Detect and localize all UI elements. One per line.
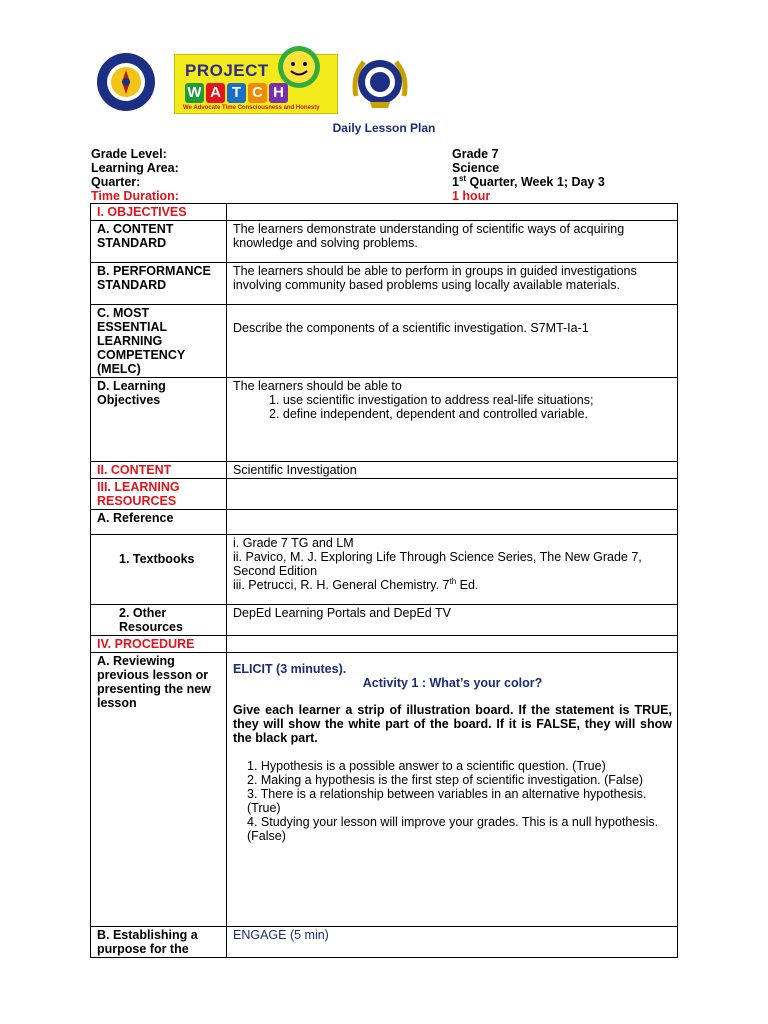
empty-cell xyxy=(227,479,678,510)
meta-learning-area xyxy=(91,161,681,175)
spacer xyxy=(233,654,672,662)
watch-tagline: We Advocate Time Consciousness and Honesty xyxy=(183,105,320,111)
table-row xyxy=(91,305,678,378)
performance-standard-label: B. PERFORMANCE STANDARD xyxy=(91,263,227,305)
table-row xyxy=(91,535,678,605)
learning-objectives-cell xyxy=(227,378,678,462)
textbook-item-tail: Ed. xyxy=(456,578,479,592)
meta-value: 1 hour xyxy=(452,189,491,203)
smiley-clock-icon xyxy=(277,45,321,89)
page-title: Daily Lesson Plan xyxy=(332,121,436,135)
lesson-plan-table xyxy=(90,203,678,958)
header-logos xyxy=(92,38,452,120)
elicit-heading: ELICIT (3 minutes). xyxy=(233,662,347,676)
learning-objective-item: 2. define independent, dependent and controlled variable. xyxy=(269,407,589,421)
watch-letter-c: C xyxy=(248,83,267,103)
table-row xyxy=(91,605,678,636)
content-heading: II. CONTENT xyxy=(91,462,227,479)
reference-label: A. Reference xyxy=(91,510,227,535)
school-seal-icon xyxy=(348,52,412,116)
content-text: Scientific Investigation xyxy=(227,462,678,479)
other-resources-text: DepEd Learning Portals and DepEd TV xyxy=(227,605,678,636)
melc-label: C. MOST ESSENTIAL LEARNING COMPETENCY (MELC) xyxy=(91,305,227,378)
table-row xyxy=(91,263,678,305)
learning-objectives-intro: The learners should be able to xyxy=(233,379,402,393)
empty-cell xyxy=(227,204,678,221)
procedure-heading: IV. PROCEDURE xyxy=(91,636,227,653)
textbook-item: ii. Pavico, M. J. Exploring Life Through Science Series, The New Grade 7, Second Edition xyxy=(233,550,642,578)
textbook-item xyxy=(233,578,672,592)
meta-value: Grade 7 xyxy=(452,147,499,161)
meta-key: Time Duration: xyxy=(91,189,179,203)
watch-letter-t: T xyxy=(227,83,246,103)
lesson-meta xyxy=(91,147,681,203)
establishing-label: B. Establishing a purpose for the xyxy=(91,927,227,958)
meta-time-duration xyxy=(91,189,681,203)
quarter-text: Quarter, Week 1; Day 3 xyxy=(466,175,605,189)
quarter-number: 1 xyxy=(452,175,459,189)
meta-key: Quarter: xyxy=(91,175,141,189)
textbooks-cell xyxy=(227,535,678,605)
learning-resources-heading: III. LEARNING RESOURCES xyxy=(91,479,227,510)
activity-title: Activity 1 : What’s your color? xyxy=(362,676,543,690)
watch-letter-w: W xyxy=(185,83,204,103)
learning-objectives-label: D. Learning Objectives xyxy=(91,378,227,462)
quarter-suffix: st xyxy=(458,173,467,183)
project-watch-logo xyxy=(174,54,338,114)
table-row xyxy=(91,378,678,462)
reviewing-cell xyxy=(227,653,678,927)
activity-instruction: Give each learner a strip of illustration board. If the statement is TRUE, they will show the white part of the board. If it is FALSE, they will show the black part. xyxy=(233,703,672,745)
deped-seal-icon xyxy=(96,52,156,112)
content-standard-label: A. CONTENT STANDARD xyxy=(91,221,227,263)
textbook-item-sup: th xyxy=(449,576,457,586)
quiz-item: 4. Studying your lesson will improve your grades. This is a null hypothesis. (False) xyxy=(247,815,659,843)
table-row xyxy=(91,636,678,653)
meta-key: Learning Area: xyxy=(91,161,179,175)
meta-key: Grade Level: xyxy=(91,147,167,161)
meta-grade-level xyxy=(91,147,681,161)
watch-project-word: PROJECT xyxy=(185,61,269,80)
reviewing-label: A. Reviewing previous lesson or presenting the new lesson xyxy=(91,653,227,927)
watch-letter-a: A xyxy=(206,83,225,103)
table-row xyxy=(91,510,678,535)
table-row xyxy=(91,653,678,927)
table-row xyxy=(91,479,678,510)
empty-cell xyxy=(227,510,678,535)
textbooks-label: 1. Textbooks xyxy=(91,535,227,605)
empty-cell xyxy=(227,636,678,653)
textbook-item-text: iii. Petrucci, R. H. General Chemistry. 7 xyxy=(233,578,450,592)
other-resources-label: 2. Other Resources xyxy=(91,605,227,636)
learning-objective-item: 1. use scientific investigation to address real-life situations; xyxy=(269,393,594,407)
meta-value: Science xyxy=(452,161,500,175)
watch-letter-h: H xyxy=(269,83,288,103)
watch-letters xyxy=(185,83,288,105)
content-standard-text: The learners demonstrate understanding of scientific ways of acquiring knowledge and solving problems. xyxy=(227,221,678,263)
table-row xyxy=(91,221,678,263)
engage-heading: ENGAGE (5 min) xyxy=(227,927,678,958)
table-row xyxy=(91,927,678,958)
objectives-heading: I. OBJECTIVES xyxy=(91,204,227,221)
meta-value xyxy=(452,175,605,189)
quiz-item: 2. Making a hypothesis is the first step of scientific investigation. (False) xyxy=(247,773,644,787)
performance-standard-text: The learners should be able to perform in groups in guided investigations involving community based problems using locally available materials. xyxy=(227,263,678,305)
textbook-item: i. Grade 7 TG and LM xyxy=(233,536,354,550)
quiz-item: 1. Hypothesis is a possible answer to a scientific question. (True) xyxy=(247,759,606,773)
quiz-item: 3. There is a relationship between variables in an alternative hypothesis. (True) xyxy=(247,787,647,815)
table-row xyxy=(91,204,678,221)
melc-text: Describe the components of a scientific investigation. S7MT-Ia-1 xyxy=(227,305,678,378)
table-row xyxy=(91,462,678,479)
meta-quarter xyxy=(91,175,681,189)
